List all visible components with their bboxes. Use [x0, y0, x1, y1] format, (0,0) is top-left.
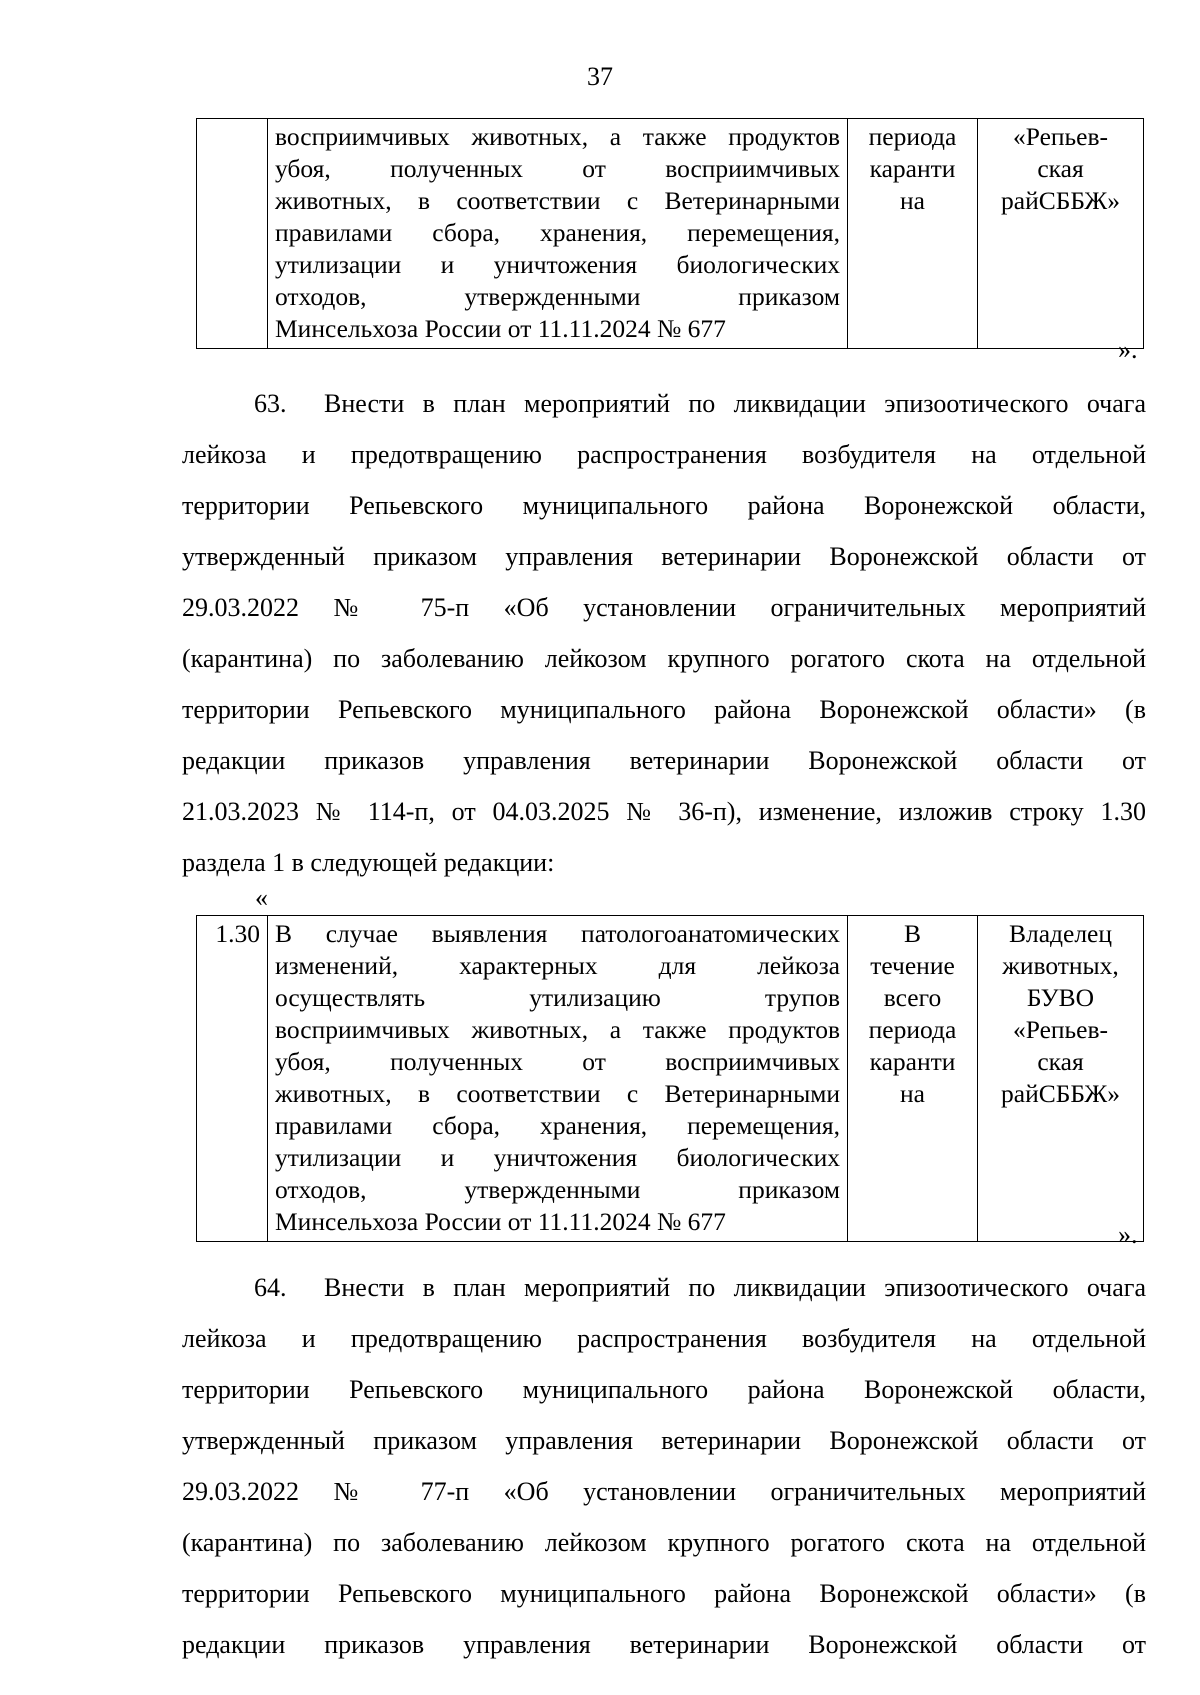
paragraph-line: (карантина) по заболеванию лейкозом крупного рогатого скота на отдельной: [182, 1528, 1146, 1557]
description-line: В случае выявления патологоанатомических: [275, 919, 840, 948]
paragraph-line: 63. Внести в план мероприятий по ликвидации эпизоотического очага: [182, 378, 1146, 429]
term-line: течение: [870, 951, 955, 980]
paragraph-line: территории Репьевского муниципального района Воронежской области,: [182, 491, 1146, 520]
responsible-line: «Репьев-: [1012, 1015, 1109, 1044]
description-line: изменений, характерных для лейкоза: [275, 951, 840, 980]
paragraph-line: редакции приказов управления ветеринарии Воронежской области от: [182, 1630, 1146, 1659]
row-number-cell: 1.30: [197, 916, 268, 1242]
paragraph-64: [182, 1262, 1146, 1670]
paragraph-line: утвержденный приказом управления ветеринарии Воронежской области от: [182, 1426, 1146, 1455]
opening-quote: «: [255, 883, 268, 912]
paragraph-number: 64.: [254, 1273, 287, 1302]
paragraph-line: 29.03.2022 № 77-п «Об установлении ограничительных мероприятий: [182, 1477, 1146, 1506]
page-number: 37: [587, 62, 613, 91]
description-line: осуществлять утилизацию трупов: [275, 983, 840, 1012]
paragraph-line: редакции приказов управления ветеринарии Воронежской области от: [182, 746, 1146, 775]
description-line: отходов, утвержденными приказом: [275, 282, 840, 311]
paragraph-line: раздела 1 в следующей редакции:: [182, 848, 555, 877]
description-line: восприимчивых животных, а также продуктов: [275, 1015, 840, 1044]
responsible-line: животных,: [1002, 951, 1119, 980]
term-line: В: [903, 919, 921, 948]
paragraph-63: [182, 378, 1146, 888]
measure-description-cell: [268, 916, 848, 1242]
description-line: утилизации и уничтожения биологических: [275, 1143, 840, 1172]
description-line: Минсельхоза России от 11.11.2024 № 677: [275, 314, 726, 343]
term-cell: [848, 119, 978, 349]
description-line: правилами сбора, хранения, перемещения,: [275, 218, 840, 247]
responsible-line: БУВО: [1026, 983, 1095, 1012]
responsible-line: «Репьев-: [1012, 122, 1109, 151]
paragraph-line: территории Репьевского муниципального района Воронежской области,: [182, 1375, 1146, 1404]
term-line: периода: [868, 122, 957, 151]
term-line: периода: [868, 1015, 957, 1044]
measure-description-cell: [268, 119, 848, 349]
paragraph-line: лейкоза и предотвращению распространения возбудителя на отдельной: [182, 1324, 1146, 1353]
term-line: каранти: [869, 1047, 956, 1076]
term-line: на: [900, 1079, 925, 1108]
closing-quote: ».: [1118, 1220, 1138, 1249]
description-line: утилизации и уничтожения биологических: [275, 250, 840, 279]
paragraph-line: утвержденный приказом управления ветеринарии Воронежской области от: [182, 542, 1146, 571]
measures-table-continued: [196, 118, 1144, 349]
paragraph-line: 64. Внести в план мероприятий по ликвидации эпизоотического очага: [182, 1262, 1146, 1313]
term-line: всего: [883, 983, 942, 1012]
measures-table-row-1-30: [196, 915, 1144, 1242]
responsible-line: райСББЖ»: [1001, 1079, 1120, 1108]
row-number-cell: [197, 119, 268, 349]
paragraph-line: 29.03.2022 № 75-п «Об установлении ограничительных мероприятий: [182, 593, 1146, 622]
description-line: восприимчивых животных, а также продуктов: [275, 122, 840, 151]
table-row: [197, 119, 1144, 349]
description-line: Минсельхоза России от 11.11.2024 № 677: [275, 1207, 726, 1236]
description-line: правилами сбора, хранения, перемещения,: [275, 1111, 840, 1140]
term-line: на: [900, 186, 925, 215]
paragraph-line: (карантина) по заболеванию лейкозом крупного рогатого скота на отдельной: [182, 644, 1146, 673]
description-line: отходов, утвержденными приказом: [275, 1175, 840, 1204]
responsible-cell: [978, 119, 1144, 349]
paragraph-line: территории Репьевского муниципального района Воронежской области» (в: [182, 1579, 1146, 1608]
responsible-line: ская: [1037, 1047, 1084, 1076]
paragraph-number: 63.: [254, 389, 287, 418]
description-line: убоя, полученных от восприимчивых: [275, 1047, 840, 1076]
responsible-line: ская: [1037, 154, 1084, 183]
description-line: животных, в соответствии с Ветеринарными: [275, 1079, 840, 1108]
closing-quote: ».: [1118, 335, 1138, 364]
paragraph-line: территории Репьевского муниципального района Воронежской области» (в: [182, 695, 1146, 724]
description-line: животных, в соответствии с Ветеринарными: [275, 186, 840, 215]
paragraph-line: 21.03.2023 № 114-п, от 04.03.2025 № 36-п), изменение, изложив строку 1.30: [182, 797, 1146, 826]
table-row: [197, 916, 1144, 1242]
term-line: каранти: [869, 154, 956, 183]
responsible-cell: [978, 916, 1144, 1242]
paragraph-line: лейкоза и предотвращению распространения возбудителя на отдельной: [182, 440, 1146, 469]
responsible-line: Владелец: [1008, 919, 1113, 948]
description-line: убоя, полученных от восприимчивых: [275, 154, 840, 183]
term-cell: [848, 916, 978, 1242]
responsible-line: райСББЖ»: [1001, 186, 1120, 215]
